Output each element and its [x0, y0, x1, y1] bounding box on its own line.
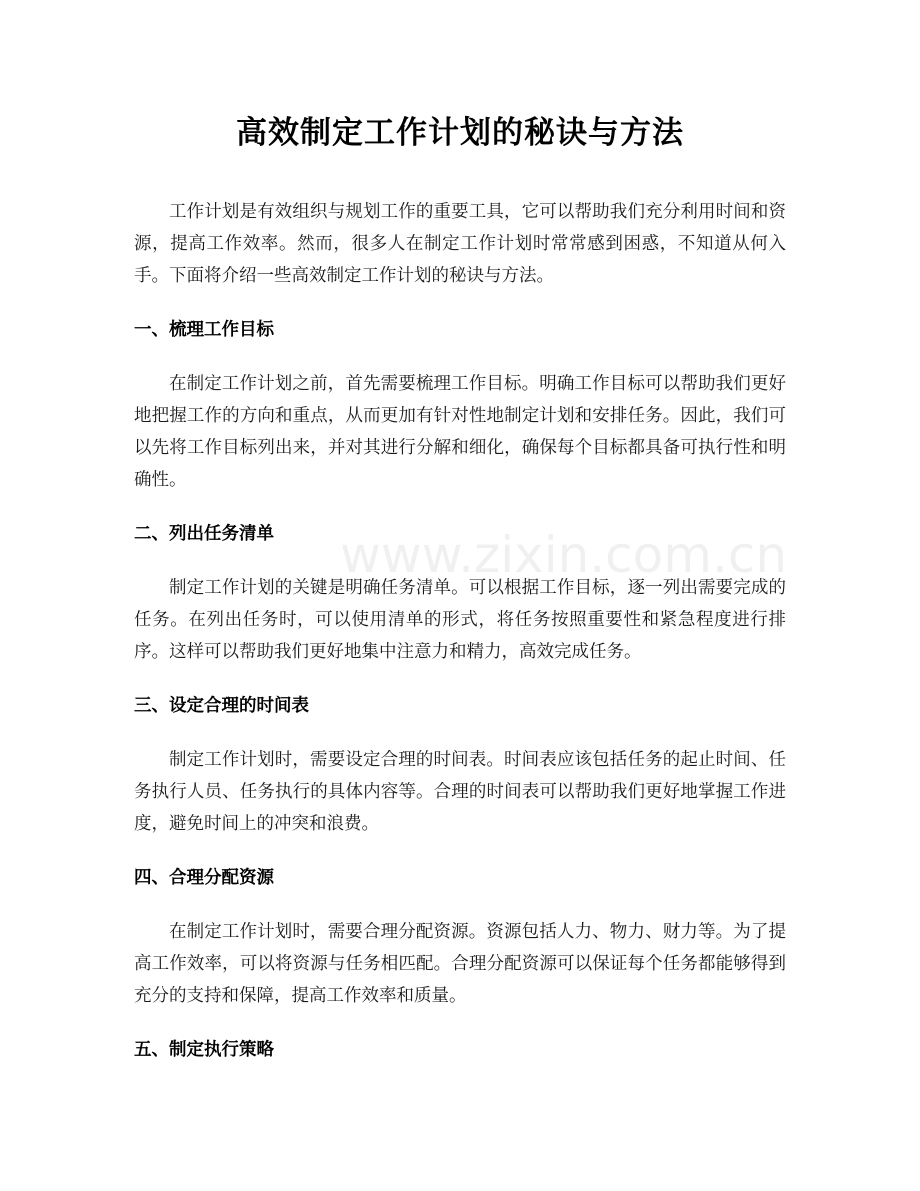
section-5-heading: 五、制定执行策略 — [134, 1040, 274, 1060]
section-1-heading: 一、梳理工作目标 — [134, 320, 274, 340]
section-1-body: 在制定工作计划之前，首先需要梳理工作目标。明确工作目标可以帮助我们更好地把握工作的方向和重点，从而更加有针对性地制定计划和安排任务。因此，我们可以先将工作目标列出来，并对其进行分解和细化，确保每个目标都具备可执行性和明确性。 — [134, 374, 786, 490]
section-3-body: 制定工作计划时，需要设定合理的时间表。时间表应该包括任务的起止时间、任务执行人员、任务执行的具体内容等。合理的时间表可以帮助我们更好地掌握工作进度，避免时间上的冲突和浪费。 — [134, 750, 786, 834]
section-2-body: 制定工作计划的关键是明确任务清单。可以根据工作目标，逐一列出需要完成的任务。在列出任务时，可以使用清单的形式，将任务按照重要性和紧急程度进行排序。这样可以帮助我们更好地集中注意力和精力，高效完成任务。 — [134, 578, 786, 662]
section-4-heading: 四、合理分配资源 — [134, 868, 274, 888]
section-2-heading: 二、列出任务清单 — [134, 524, 274, 544]
watermark-text: www.zixin.com.cn — [340, 526, 788, 584]
document-title: 高效制定工作计划的秘诀与方法 — [236, 115, 684, 151]
section-4-body: 在制定工作计划时，需要合理分配资源。资源包括人力、物力、财力等。为了提高工作效率，可以将资源与任务相匹配。合理分配资源可以保证每个任务都能够得到充分的支持和保障，提高工作效率和质量。 — [134, 922, 786, 1006]
intro-paragraph: 工作计划是有效组织与规划工作的重要工具，它可以帮助我们充分利用时间和资源，提高工作效率。然而，很多人在制定工作计划时常常感到困惑，不知道从何入手。下面将介绍一些高效制定工作计划的秘诀与方法。 — [134, 202, 786, 286]
section-3-heading: 三、设定合理的时间表 — [134, 696, 309, 716]
